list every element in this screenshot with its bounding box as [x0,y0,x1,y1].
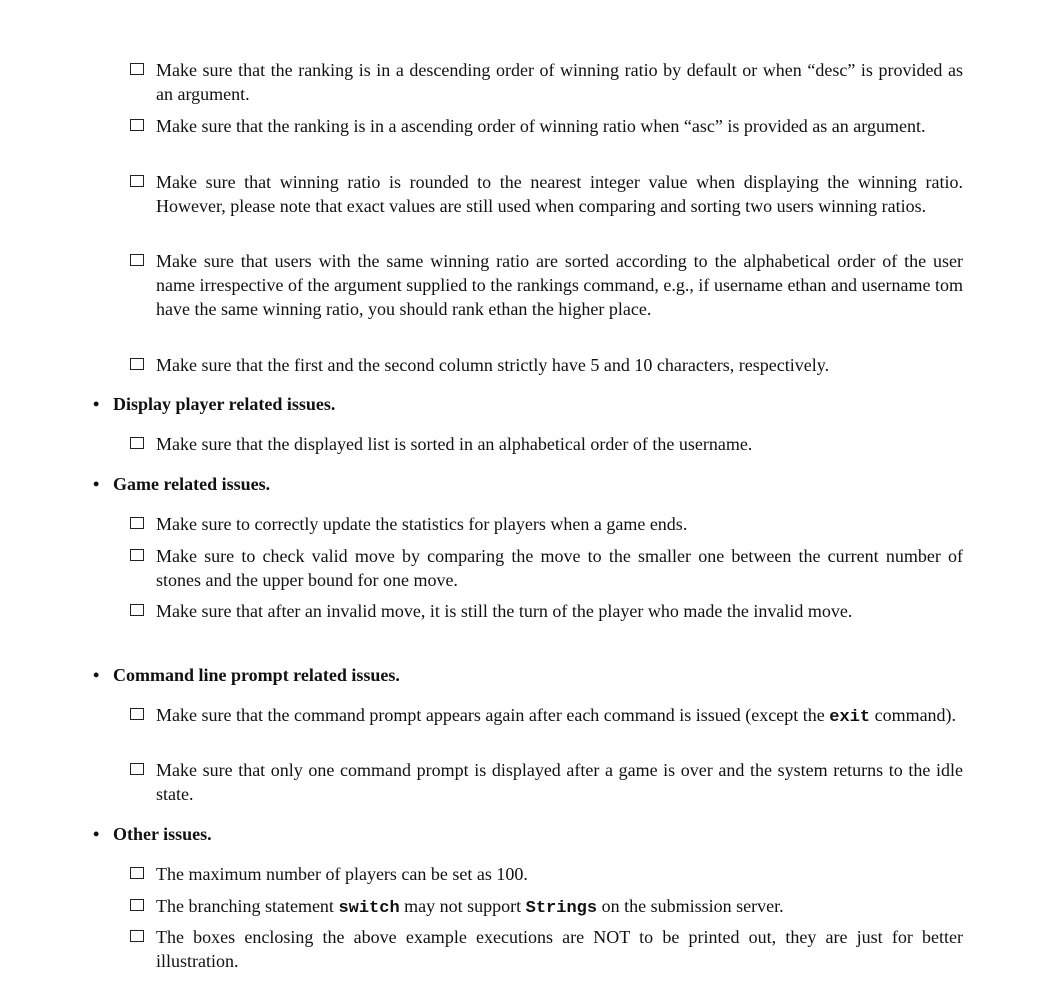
text-segment: may not support [399,896,526,916]
checkbox-icon [130,708,144,720]
section-display-player [93,392,963,416]
section-heading [93,822,963,846]
checklist-item-text: Make sure that users with the same winning ratio are sorted according to the alphabetical order of the user name irrespective of the argument supplied to the rankings command, e.g., if username ethan and username tom have the same winning ratio, you should rank ethan the higher place. [156,251,963,319]
checklist-item-text: Make sure that the displayed list is sorted in an alphabetical order of the username. [156,434,753,454]
checkbox-icon [130,437,144,449]
section-heading [93,472,963,496]
checklist-item [130,170,963,218]
checklist-item [130,353,963,377]
code-exit: exit [829,708,871,727]
checkbox-icon [130,517,144,529]
text-segment: The branching statement [156,896,339,916]
text-segment: command). [870,705,957,725]
checkbox-icon [130,549,144,561]
checklist-item-text: Make sure that only one command prompt is displayed after a game is over and the system returns to the idle state. [156,760,963,804]
checklist-item [130,114,963,138]
checklist-item-text: Make sure that the first and the second column strictly have 5 and 10 characters, respectively. [156,355,830,375]
checklist-item-text: Make sure that after an invalid move, it is still the turn of the player who made the invalid move. [156,601,853,621]
checkbox-icon [130,358,144,370]
checkbox-icon [130,930,144,942]
bullet-icon: • [93,665,100,685]
checklist-item-text: The maximum number of players can be set as 100. [156,864,528,884]
checklist-item-text: The boxes enclosing the above example executions are NOT to be printed out, they are just for better illustration. [156,927,963,971]
checklist-item-text [156,703,963,730]
bullet-icon: • [93,474,100,494]
section-heading-text: Command line prompt related issues. [113,665,400,685]
checklist-item [130,512,963,536]
section-heading-text: Game related issues. [113,474,271,494]
checklist-item [130,703,963,730]
code-strings: Strings [525,899,598,918]
checkbox-icon [130,254,144,266]
checklist-item [130,599,963,623]
checklist-item-text [156,894,963,921]
text-segment: Make sure that the command prompt appears again after each command is issued (except the [156,705,830,725]
checklist-item-text: Make sure that winning ratio is rounded to the nearest integer value when displaying the winning ratio. However, please note that exact values are still used when comparing and sorting two users winning ratios. [156,172,963,216]
checklist-item-text: Make sure to check valid move by comparing the move to the smaller one between the current number of stones and the upper bound for one move. [156,546,963,590]
code-switch: switch [338,899,400,918]
checklist-item [130,758,963,806]
checklist-item [130,862,963,886]
section-heading-text: Display player related issues. [113,394,336,414]
checkbox-icon [130,119,144,131]
checklist-item [130,925,963,973]
bullet-icon: • [93,394,100,414]
section-heading [93,663,963,687]
checklist-item [130,58,963,106]
checklist-item [130,894,963,921]
bullet-icon: • [93,824,100,844]
section-other [93,822,963,846]
section-game [93,472,963,496]
text-segment: on the submission server. [597,896,784,916]
section-command-prompt [93,663,963,687]
checkbox-icon [130,899,144,911]
checklist-item-text: Make sure that the ranking is in a ascending order of winning ratio when “asc” is provided as an argument. [156,116,926,136]
checklist-item [130,544,963,592]
checklist-item [130,249,963,321]
checklist-item [130,432,963,456]
checkbox-icon [130,867,144,879]
checkbox-icon [130,175,144,187]
section-heading-text: Other issues. [113,824,212,844]
checklist-item-text: Make sure that the ranking is in a descending order of winning ratio by default or when “desc” is provided as an argument. [156,60,963,104]
checklist-item-text: Make sure to correctly update the statistics for players when a game ends. [156,514,688,534]
checkbox-icon [130,763,144,775]
section-heading [93,392,963,416]
checkbox-icon [130,63,144,75]
checkbox-icon [130,604,144,616]
